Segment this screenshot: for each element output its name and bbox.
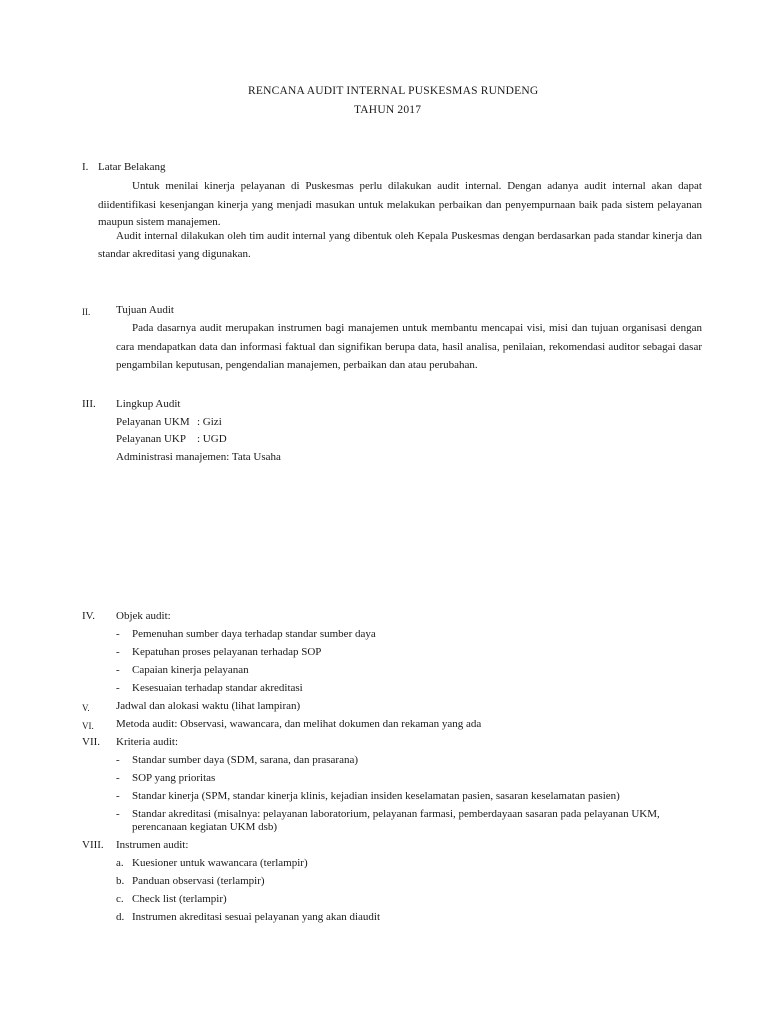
scope-ukp-value: : UGD [197, 433, 227, 445]
list-item: Standar akreditasi (misalnya: pelayanan laboratorium, pelayanan farmasi, pemberdayaan sasaran pada pelayanan UKM, [132, 808, 660, 820]
section-4-heading: Objek audit: [116, 610, 171, 622]
scope-ukm-value: : Gizi [197, 416, 222, 428]
section-1-number: I. [82, 161, 89, 173]
list-item: SOP yang prioritas [132, 772, 216, 784]
list-label: b. [116, 875, 125, 887]
list-item: Check list (terlampir) [132, 893, 227, 905]
list-item: Kesesuaian terhadap standar akreditasi [132, 682, 303, 694]
section-1-heading: Latar Belakang [98, 161, 166, 173]
list-label: c. [116, 893, 124, 905]
list-item: Kuesioner untuk wawancara (terlampir) [132, 857, 308, 869]
list-item: Standar sumber daya (SDM, sarana, dan prasarana) [132, 754, 359, 766]
section-4-number: IV. [82, 610, 95, 622]
list-item: Capaian kinerja pelayanan [132, 664, 249, 676]
list-item: Kepatuhan proses pelayanan terhadap SOP [132, 646, 322, 658]
list-item-continuation: perencanaan kegiatan UKM dsb) [132, 821, 278, 833]
list-label: d. [116, 911, 125, 923]
section-1-para2-line1: Audit internal dilakukan oleh tim audit internal yang dibentuk oleh Kepala Puskesmas dengan berdasarkan pada standar kinerja dan [116, 230, 702, 242]
list-item: Pemenuhan sumber daya terhadap standar sumber daya [132, 628, 376, 640]
section-2-line2: cara mendapatkan data dan informasi faktual dan signifikan berupa data, hasil analisa, penilaian, rekomendasi auditor sebagai dasar [116, 341, 702, 353]
section-2-heading: Tujuan Audit [116, 304, 174, 316]
document-subtitle: TAHUN 2017 [354, 104, 422, 116]
section-5-text: Jadwal dan alokasi waktu (lihat lampiran) [116, 700, 301, 712]
list-label: a. [116, 857, 124, 869]
document-title: RENCANA AUDIT INTERNAL PUSKESMAS RUNDENG [248, 85, 539, 97]
list-bullet: - [116, 772, 120, 784]
scope-ukm-label: Pelayanan UKM [116, 416, 190, 428]
section-1-para1-line3: maupun sistem manajemen. [98, 216, 221, 228]
list-bullet: - [116, 664, 120, 676]
scope-ukp-label: Pelayanan UKP [116, 433, 186, 445]
list-bullet: - [116, 646, 120, 658]
list-bullet: - [116, 808, 120, 820]
list-bullet: - [116, 628, 120, 640]
list-bullet: - [116, 682, 120, 694]
list-item: Standar kinerja (SPM, standar kinerja klinis, kejadian insiden keselamatan pasien, sasaran keselamatan pasien) [132, 790, 620, 802]
list-item: Panduan observasi (terlampir) [132, 875, 265, 887]
section-2-line1: Pada dasarnya audit merupakan instrumen bagi manajemen untuk membantu mencapai visi, misi dan tujuan organisasi dengan [132, 322, 702, 334]
list-bullet: - [116, 790, 120, 802]
section-8-heading: Instrumen audit: [116, 839, 189, 851]
section-1-para2-line2: standar akreditasi yang digunakan. [98, 248, 251, 260]
section-1-para1-line2: diidentifikasi kesenjangan kinerja yang menjadi masukan untuk melakukan perbaikan dan penyempurnaan baik pada sistem pelayanan [98, 199, 702, 211]
section-8-number: VIII. [82, 839, 104, 851]
section-6-text: Metoda audit: Observasi, wawancara, dan melihat dokumen dan rekaman yang ada [116, 718, 482, 730]
section-7-number: VII. [82, 736, 101, 748]
section-7-heading: Kriteria audit: [116, 736, 179, 748]
section-3-number: III. [82, 398, 96, 410]
list-bullet: - [116, 754, 120, 766]
section-3-heading: Lingkup Audit [116, 398, 181, 410]
section-6-number: VI. [82, 721, 94, 731]
section-5-number: V. [82, 703, 90, 713]
section-1-para1-line1: Untuk menilai kinerja pelayanan di Puskesmas perlu dilakukan audit internal. Dengan adanya audit internal akan dapat [132, 180, 702, 192]
section-2-line3: pengambilan keputusan, pengendalian manajemen, perbaikan dan atau perubahan. [116, 359, 478, 371]
section-2-number: II. [82, 307, 91, 317]
scope-admin: Administrasi manajemen: Tata Usaha [116, 451, 281, 463]
list-item: Instrumen akreditasi sesuai pelayanan yang akan diaudit [132, 911, 381, 923]
